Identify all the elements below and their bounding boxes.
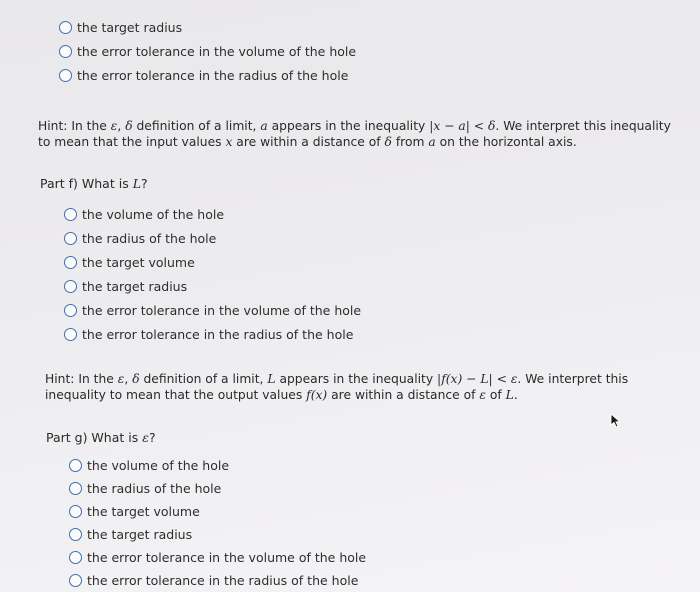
hint-text: of (485, 388, 506, 402)
radio-button-icon[interactable] (69, 505, 82, 518)
option-label: the target radius (77, 19, 183, 35)
math-epsilon: ε (110, 119, 118, 133)
option-label: the error tolerance in the volume of the hole (77, 43, 357, 59)
radio-button-icon[interactable] (59, 21, 72, 34)
option-error-tolerance-radius[interactable] (69, 569, 366, 592)
radio-button-icon[interactable] (59, 69, 72, 82)
math-inequality: |f(x) − L| < ε (437, 372, 518, 386)
option-label: the radius of the hole (82, 230, 217, 246)
hint-text: , (124, 372, 133, 386)
hint-text: In the (67, 119, 111, 133)
radio-button-icon[interactable] (69, 551, 82, 564)
math-L: L (267, 372, 276, 386)
option-error-tolerance-volume[interactable] (69, 546, 366, 569)
math-a: a (428, 135, 436, 149)
radio-button-icon[interactable] (59, 45, 72, 58)
option-label: the target volume (87, 504, 200, 519)
math-a: a (260, 119, 268, 133)
math-epsilon: ε (117, 372, 125, 386)
option-error-tolerance-volume[interactable] (64, 298, 361, 322)
option-target-radius[interactable] (69, 523, 366, 546)
radio-button-icon[interactable] (64, 328, 77, 341)
radio-button-icon[interactable] (64, 256, 77, 269)
math-delta: δ (132, 372, 140, 386)
option-label: the error tolerance in the radius of the hole (82, 326, 354, 342)
option-label: the error tolerance in the volume of the hole (82, 302, 362, 318)
hint-text: . We interpret this inequality to mean that the input values (38, 119, 671, 149)
option-label: the volume of the hole (82, 206, 225, 222)
option-error-tolerance-volume[interactable] (59, 39, 356, 63)
option-label: the error tolerance in the volume of the hole (87, 550, 367, 565)
option-target-volume[interactable] (64, 250, 361, 274)
question-part-g (46, 430, 156, 445)
option-volume-of-hole[interactable] (64, 202, 361, 226)
math-inequality: |x − a| < δ (429, 119, 496, 133)
radio-button-icon[interactable] (64, 232, 77, 245)
option-radius-of-hole[interactable] (64, 226, 361, 250)
math-delta: δ (384, 135, 392, 149)
option-error-tolerance-radius[interactable] (59, 63, 356, 87)
hint-text: definition of a limit, (132, 119, 261, 133)
hint-text: are within a distance of (327, 388, 480, 402)
math-L: L (132, 176, 141, 191)
question-text: Part f) What is (40, 176, 133, 191)
option-target-radius[interactable] (59, 15, 356, 39)
question-text: ? (148, 430, 156, 445)
option-list-top (59, 15, 356, 87)
question-part-f (40, 176, 148, 191)
option-list-part-g (69, 454, 366, 592)
option-label: the error tolerance in the radius of the hole (87, 573, 359, 588)
option-radius-of-hole[interactable] (69, 477, 366, 500)
math-L: L (505, 388, 514, 402)
question-text: Part g) What is (46, 430, 143, 445)
radio-button-icon[interactable] (69, 482, 82, 495)
hint-text: definition of a limit, (139, 372, 268, 386)
option-label: the radius of the hole (87, 481, 222, 496)
math-epsilon: ε (479, 388, 486, 402)
hint-text: In the (74, 372, 118, 386)
hint-text: . We interpret this inequality to mean that the output values (45, 372, 629, 402)
hint-label: Hint: (45, 372, 75, 386)
radio-button-icon[interactable] (69, 459, 82, 472)
option-error-tolerance-radius[interactable] (64, 322, 361, 346)
hint-text: from (391, 135, 429, 149)
hint-delta (38, 118, 678, 150)
math-epsilon: ε (142, 430, 149, 445)
hint-label: Hint: (38, 119, 68, 133)
hint-text: , (117, 119, 126, 133)
option-list-part-f (64, 202, 361, 346)
math-x: x (225, 135, 233, 149)
hint-text: . (513, 388, 518, 402)
option-label: the target volume (82, 254, 195, 270)
hint-text: on the horizontal axis. (435, 135, 577, 149)
hint-text: appears in the inequality (275, 372, 438, 386)
radio-button-icon[interactable] (69, 574, 82, 587)
hint-epsilon (45, 371, 645, 403)
hint-text: appears in the inequality (267, 119, 430, 133)
radio-button-icon[interactable] (64, 280, 77, 293)
math-f-of-x: f(x) (306, 388, 328, 402)
option-volume-of-hole[interactable] (69, 454, 366, 477)
option-label: the volume of the hole (87, 458, 230, 473)
option-label: the target radius (87, 527, 193, 542)
radio-button-icon[interactable] (64, 208, 77, 221)
option-label: the target radius (82, 278, 188, 294)
math-delta: δ (125, 119, 133, 133)
mouse-cursor-icon (609, 413, 623, 429)
radio-button-icon[interactable] (69, 528, 82, 541)
option-target-radius[interactable] (64, 274, 361, 298)
radio-button-icon[interactable] (64, 304, 77, 317)
question-text: ? (141, 176, 148, 191)
hint-text: are within a distance of (232, 135, 385, 149)
option-target-volume[interactable] (69, 500, 366, 523)
option-label: the error tolerance in the radius of the hole (77, 67, 349, 83)
